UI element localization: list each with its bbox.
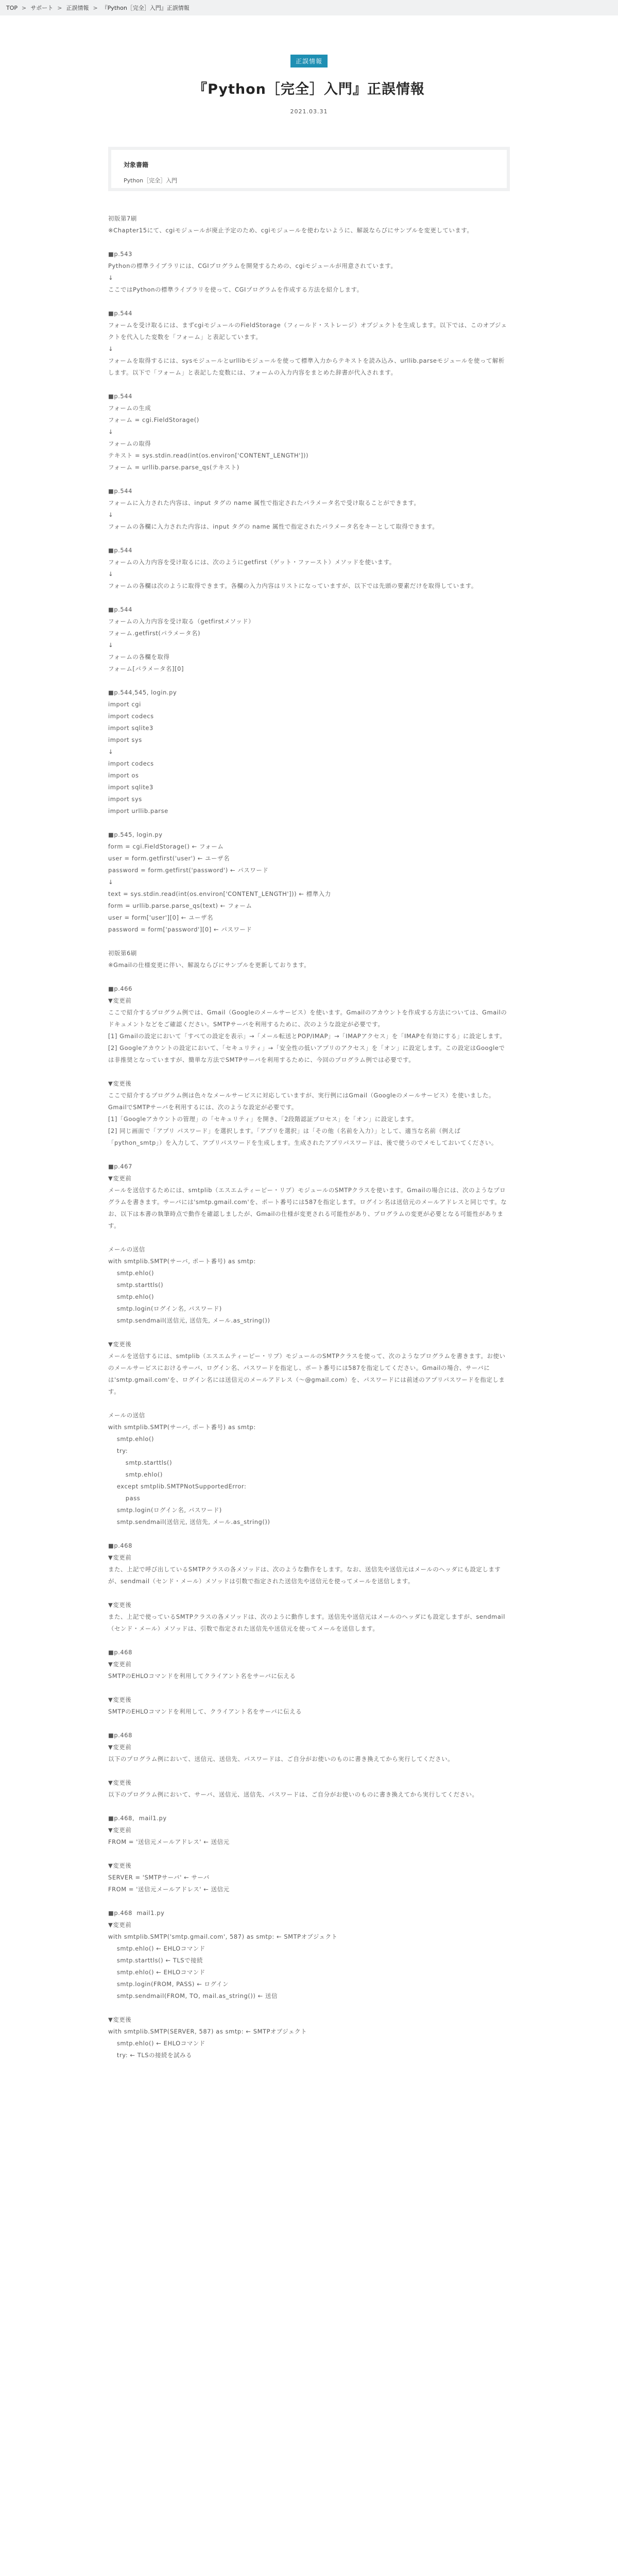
breadcrumb-item-current: 『Python［完全］入門』正誤情報 <box>101 5 190 11</box>
errata-paragraph: ■p.545, login.py form = cgi.FieldStorage() ← フォーム user = form.getfirst('user') ← ユーザ名 password = form.getfirst('password') ← パスワード ↓ text = sys.stdin.read(int(os.environ['CONTENT_LENGTH'])) ← 標準入力 form = urllib.parse.parse_qs(text) ← フォーム user = form['user'][0] ← ユーザ名 password = form['password'][0] ← パスワード <box>108 831 331 933</box>
errata-paragraph: ■p.468 ▼変更前 SMTPのEHLOコマンドを利用してクライアント名をサーバに伝える <box>108 1649 296 1680</box>
breadcrumb-item-top[interactable]: TOP <box>6 4 18 11</box>
errata-paragraph: ▼変更後 メールを送信するには、smtplib（エスエムティーピー・リブ）モジュールのSMTPクラスを使って、次のようなプログラムを書きます。お使いのメールサービスにおけるサーバ、ログイン名、パスワードを指定し、ポート番号には587を指定してください。Gmailの場合、サーバには'smtp.gmail.com'を、ログイン名には送信元のメールアドレス（～@gmail.com）を、パスワードには前述のアプリパスワードを指定します。 <box>108 1341 506 1395</box>
target-book-box <box>108 147 510 191</box>
errata-paragraph: ■p.544,545, login.py import cgi import codecs import sqlite3 import sys ↓ import codecs import os import sqlite3 import sys import urllib.parse <box>108 689 177 815</box>
errata-paragraph: ■p.544 フォームの生成 フォーム = cgi.FieldStorage() ↓ フォームの取得 テキスト = sys.stdin.read(int(os.environ['CONTENT_LENGTH'])) フォーム = urllib.parse.parse_qs(テキスト) <box>108 393 309 471</box>
category-row <box>108 55 510 67</box>
errata-paragraph: ■p.468, mail1.py ▼変更前 FROM = '送信元メールアドレス' ← 送信元 <box>108 1815 230 1845</box>
breadcrumb-item-support[interactable]: サポート <box>30 5 54 11</box>
breadcrumb <box>0 0 618 15</box>
breadcrumb-separator-icon: > <box>93 4 98 11</box>
errata-paragraph: ■p.468 ▼変更前 また、上記で呼び出しているSMTPクラスの各メソッドは、次のような動作をします。なお、送信先や送信元はメールのヘッダにも設定しますが、sendmail（センド・メール）メソッドは引数で指定された送信先や送信元を使ってメールを送信します。 <box>108 1542 501 1585</box>
errata-content <box>108 213 510 2061</box>
errata-paragraph: ▼変更後 また、上記で使っているSMTPクラスの各メソッドは、次のように動作します。送信先や送信元はメールのヘッダにも設定しますが、sendmail（センド・メール）メソッドは、引数で指定された送信先や送信元を使ってメールを送信します。 <box>108 1601 505 1632</box>
breadcrumb-separator-icon: > <box>57 4 62 11</box>
errata-paragraph: ■p.544 フォームを受け取るには、まずcgiモジュールのFieldStorage（フィールド・ストレージ）オブジェクトを生成します。以下では、このオブジェクトを代入した変数を「フォーム」と表記しています。 ↓ フォームを取得するには、sysモジュールとurllibモジュールを使って標準入力からテキストを読み込み、urllib.parseモジュールを使って解析します。以下で「フォーム」と表記した変数には、フォームの入力内容をまとめた辞書が代入されます。 <box>108 310 507 376</box>
errata-paragraph: ■p.466 ▼変更前 ここで紹介するプログラム例では、Gmail（Googleのメールサービス）を使います。Gmailのアカウントを作成する方法については、Gmailのドキュメントなどをご確認ください。SMTPサーバを利用するために、次のような設定が必要です。 [1] Gmailの設定において「すべての設定を表示」→「メール転送とPOP/IMAP」→「IMAPアクセス」を「IMAPを有効にする」に設定します。 [2] Googleアカウントの設定において、「セキュリティ」→「安全性の低いアプリのアクセス」を「オン」に設定します。この設定はGoogleでは非推奨となっていますが、簡単な方法でSMTPサーバを利用するために、今回のプログラム例では必要です。 <box>108 985 507 1063</box>
post-date: 2021.03.31 <box>290 108 328 115</box>
errata-paragraph: ■p.544 フォームの入力内容を受け取る（getfirstメソッド） フォーム.getfirst(パラメータ名) ↓ フォームの各欄を取得 フォーム[パラメータ名][0] <box>108 606 255 672</box>
main-content <box>108 15 510 2061</box>
errata-paragraph: ■p.468 ▼変更前 以下のプログラム例において、送信元、送信先、パスワードは、ご自分がお使いのものに書き換えてから実行してください。 <box>108 1732 454 1762</box>
target-book-name: Python［完全］入門 <box>124 177 178 184</box>
target-book-inner <box>124 160 494 184</box>
errata-paragraph: 初版第6刷 ※Gmailの仕様変更に伴い、解説ならびにサンプルを更新しております。 <box>108 950 311 969</box>
breadcrumb-separator-icon: > <box>22 4 27 11</box>
target-book-heading: 対象書籍 <box>124 161 149 168</box>
errata-paragraph: ▼変更後 with smtplib.SMTP(SERVER, 587) as smtp: ← SMTPオブジェクト smtp.ehlo() ← EHLOコマンド try: ← TLSの接続を試みる <box>108 2016 307 2059</box>
errata-paragraph: ■p.467 ▼変更前 メールを送信するためには、smtplib（エスエムティーピー・リブ）モジュールのSMTPクラスを使います。Gmailの場合には、次のようなプログラムを書きます。サーバには'smtp.gmail.com'を、ポート番号には587を指定します。ログイン名は送信元のメールアドレスと同じです。なお、以下は本書の執筆時点で動作を確認しましたが、Gmailの仕様が変更される可能性があり、プログラムの変更が必要となる可能性があります。 <box>108 1163 507 1229</box>
errata-paragraph: メールの送信 with smtplib.SMTP(サーバ, ポート番号) as smtp: smtp.ehlo() try: smtp.starttls() smtp.ehlo() except smtplib.SMTPNotSupportedError: pass smtp.login(ログイン名, パスワード) smtp.sendmail(送信元, 送信先, メール.as_string()) <box>108 1412 270 1526</box>
errata-paragraph: ▼変更後 SMTPのEHLOコマンドを利用して、クライアント名をサーバに伝える <box>108 1696 302 1715</box>
page-title: 『Python［完全］入門』正誤情報 <box>193 81 425 97</box>
breadcrumb-item-errata[interactable]: 正誤情報 <box>66 5 89 11</box>
errata-paragraph: ■p.544 フォームの入力内容を受け取るには、次のようにgetfirst（ゲット・ファースト）メソッドを使います。 ↓ フォームの各欄は次のように取得できます。各欄の入力内容はリストになっていますが、以下では先頭の要素だけを取得しています。 <box>108 547 477 589</box>
errata-paragraph: メールの送信 with smtplib.SMTP(サーバ, ポート番号) as smtp: smtp.ehlo() smtp.starttls() smtp.ehlo() smtp.login(ログイン名, パスワード) smtp.sendmail(送信元, 送信先, メール.as_string()) <box>108 1246 270 1324</box>
errata-paragraph: ▼変更後 ここで紹介するプログラム例は色々なメールサービスに対応していますが、実行例にはGmail（Googleのメールサービス）を使いました。GmailでSMTPサーバを利用するには、次のような設定が必要です。 [1]「Googleアカウントの管理」の「セキュリティ」を開き、「2段階認証プロセス」を「オン」に設定します。 [2] 同じ画面で「アプリ パスワード」を選択します。「アプリを選択」は「その他（名前を入力）」として、適当な名前（例えば「python_smtp」）を入力して、アプリパスワードを生成します。生成されたアプリパスワードは、後で使うのでメモしておいてください。 <box>108 1080 497 1146</box>
errata-paragraph: 初版第7刷 ※Chapter15にて、cgiモジュールが廃止予定のため、cgiモジュールを使わないように、解説ならびにサンプルを変更しています。 <box>108 215 473 234</box>
category-badge[interactable]: 正誤情報 <box>290 55 328 67</box>
errata-paragraph: ▼変更後 以下のプログラム例において、サーバ、送信元、送信先、パスワードは、ご自分がお使いのものに書き換えてから実行してください。 <box>108 1779 478 1798</box>
errata-paragraph: ■p.544 フォームに入力された内容は、input タグの name 属性で指定されたパラメータ名で受け取ることができます。 ↓ フォームの各欄に入力された内容は、input タグの name 属性で指定されたパラメータ名をキーとして取得できます。 <box>108 487 439 530</box>
errata-paragraph: ■p.468 mail1.py ▼変更前 with smtplib.SMTP('smtp.gmail.com', 587) as smtp: ← SMTPオブジェクト smtp.ehlo() ← EHLOコマンド smtp.starttls() ← TLSで接続 smtp.ehlo() ← EHLOコマンド smtp.login(FROM, PASS) ← ログイン smtp.sendmail(FROM, TO, mail.as_string()) ← 送信 <box>108 1909 338 1999</box>
errata-paragraph: ▼変更後 SERVER = 'SMTPサーバ' ← サーバ FROM = '送信元メールアドレス' ← 送信元 <box>108 1862 230 1893</box>
errata-paragraph: ■p.543 Pythonの標準ライブラリには、CGIプログラムを開発するための、cgiモジュールが用意されています。 ↓ ここではPythonの標準ライブラリを使って、CGIプログラムを作成する方法を紹介します。 <box>108 250 397 293</box>
